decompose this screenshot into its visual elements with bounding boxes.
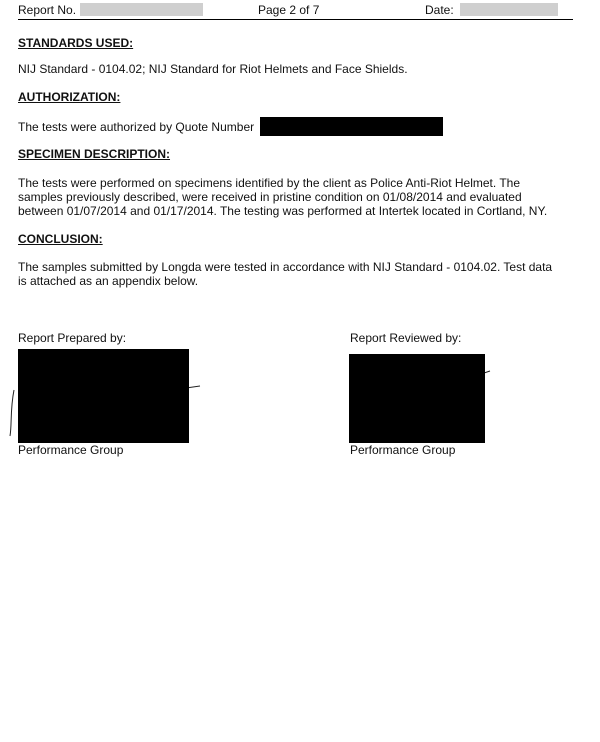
specimen-line-1: The tests were performed on specimens identified by the client as Police Anti-Riot Helmet. The: [18, 176, 521, 190]
redacted-quote-number: [260, 117, 443, 136]
standards-text: NIJ Standard - 0104.02; NIJ Standard for Riot Helmets and Face Shields.: [18, 62, 408, 76]
prepared-group: Performance Group: [18, 443, 124, 457]
reviewed-by-label: Report Reviewed by:: [350, 331, 462, 345]
specimen-line-3: between 01/07/2014 and 01/17/2014. The testing was performed at Intertek located in Cortland, NY.: [18, 204, 548, 218]
specimen-heading: SPECIMEN DESCRIPTION:: [18, 147, 171, 161]
authorization-heading: AUTHORIZATION:: [18, 90, 121, 104]
prepared-by-label: Report Prepared by:: [18, 331, 127, 345]
page-number: Page 2 of 7: [258, 3, 320, 17]
redacted-preparer-signature: [18, 349, 189, 443]
page-header: [18, 0, 573, 20]
conclusion-line-2: is attached as an appendix below.: [18, 274, 199, 288]
standards-heading: STANDARDS USED:: [18, 36, 134, 50]
date-label: Date:: [425, 3, 454, 17]
redacted-report-number: [80, 3, 203, 16]
redacted-reviewer-signature: [349, 354, 485, 443]
authorization-text: The tests were authorized by Quote Number: [18, 120, 255, 134]
conclusion-line-1: The samples submitted by Longda were tested in accordance with NIJ Standard - 0104.02. Test data: [18, 260, 553, 274]
reviewed-group: Performance Group: [350, 443, 456, 457]
report-no-label: Report No.: [18, 3, 77, 17]
conclusion-heading: CONCLUSION:: [18, 232, 103, 246]
specimen-line-2: samples previously described, were received in pristine condition on 01/08/2014 and evaluated: [18, 190, 522, 204]
redacted-date: [460, 3, 558, 16]
